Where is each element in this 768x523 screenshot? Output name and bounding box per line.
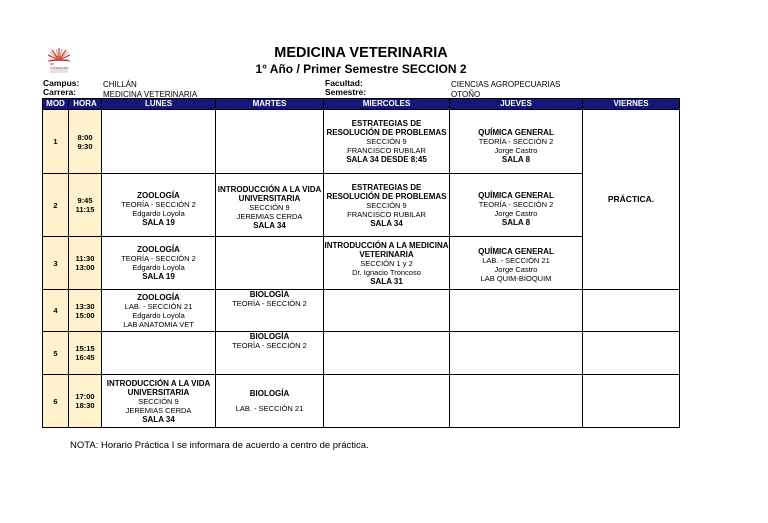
course-name: BIOLOGÍA [249, 389, 290, 398]
course-section: LAB. - SECCIÓN 21 [235, 404, 304, 413]
hora-cell [69, 332, 102, 375]
hora-end: 16:45 [75, 353, 95, 362]
hora-cell [69, 375, 102, 428]
mod-number: 4 [43, 290, 69, 332]
empty-cell [102, 332, 216, 375]
mod-number: 2 [43, 174, 69, 237]
facultad-value: CIENCIAS AGROPECUARIAS [451, 80, 561, 89]
course-section: SECCIÓN 9 [138, 396, 179, 406]
course-section: SECCIÓN 1 y 2 [360, 258, 413, 268]
course-teacher: JEREMIAS CERDA [125, 405, 192, 415]
hora-end: 13:00 [75, 263, 95, 272]
course-name: BIOLOGÍA [249, 290, 290, 299]
course-section: SECCIÓN 9 [366, 200, 407, 210]
course-room: SALA 8 [501, 218, 531, 227]
course-cell [216, 290, 324, 332]
course-section: TEORÍA - SECCIÓN 2 [478, 136, 554, 146]
page-subtitle: 1° Año / Primer Semestre SECCION 2 [255, 62, 467, 76]
empty-cell [324, 290, 450, 332]
table-row [43, 375, 680, 428]
hora-end: 15:00 [75, 310, 95, 320]
course-teacher: Edgardo Loyola [132, 263, 185, 272]
page-title: MEDICINA VETERINARIA [274, 45, 448, 61]
campus-label: Campus: [43, 78, 80, 88]
carrera-value: MEDICINA VETERINARIA [103, 90, 198, 99]
header-martes: MARTES [216, 99, 324, 110]
empty-cell [450, 332, 583, 375]
course-cell [324, 174, 450, 237]
course-cell [324, 237, 450, 290]
hora-end: 9:30 [77, 141, 93, 151]
hora-cell [69, 174, 102, 237]
semestre-value: OTOÑO [451, 90, 481, 99]
course-room: LAB QUIM-BIOQUIM [480, 273, 552, 283]
empty-cell [450, 375, 583, 428]
header-viernes: VIERNES [583, 99, 680, 110]
table-row [43, 110, 680, 174]
course-cell [216, 375, 324, 428]
table-row [43, 332, 680, 375]
hora-cell [69, 290, 102, 332]
course-teacher: FRANCISCO RUBILAR [347, 209, 426, 219]
hora-start: 15:15 [75, 344, 95, 353]
header-jueves: JUEVES [450, 99, 583, 110]
course-room: SALA 34 [142, 414, 175, 424]
empty-cell [216, 237, 324, 290]
logo-text: Universidad de Concepción [50, 58, 69, 70]
hora-end: 11:15 [75, 205, 95, 214]
course-name: ESTRATEGIAS DE RESOLUCIÓN DE PROBLEMAS [326, 119, 447, 137]
course-name: ZOOLOGÍA [137, 245, 180, 254]
course-section: LAB. - SECCIÓN 21 [124, 301, 193, 311]
course-cell [102, 237, 216, 290]
schedule-table [42, 98, 680, 428]
course-name: ZOOLOGÍA [137, 191, 180, 200]
course-room: SALA 34 [370, 218, 403, 228]
course-teacher: Dr. Ignacio Troncoso [352, 267, 421, 277]
course-cell [102, 290, 216, 332]
course-name: INTRODUCCIÓN A LA MEDICINA VETERINARIA [324, 240, 449, 259]
course-section: SECCIÓN 9 [366, 137, 407, 146]
empty-cell [583, 332, 680, 375]
header-miercoles: MIERCOLES [324, 99, 450, 110]
carrera-label: Carrera: [43, 87, 77, 97]
course-name: INTRODUCCIÓN A LA VIDA UNIVERSITARIA [217, 184, 322, 203]
course-name: ESTRATEGIAS DE RESOLUCIÓN DE PROBLEMAS [326, 182, 447, 201]
course-room: SALA 34 [253, 220, 286, 230]
semestre-label: Semestre: [325, 87, 367, 97]
table-header-row [43, 99, 680, 110]
course-room: LAB ANATOMIA VET [123, 319, 194, 329]
empty-cell [583, 290, 680, 332]
course-teacher: Jorge Castro [494, 145, 538, 155]
course-teacher: Edgardo Loyola [132, 209, 185, 218]
course-section: LAB. - SECCIÓN 21 [482, 255, 550, 265]
hora-end: 18:30 [75, 401, 95, 410]
course-section: TEORÍA - SECCIÓN 2 [232, 341, 307, 350]
header-mod: MOD [43, 99, 69, 110]
course-teacher: Jorge Castro [494, 264, 538, 274]
hora-start: 11:30 [75, 254, 95, 263]
course-teacher: FRANCISCO RUBILAR [347, 146, 426, 155]
facultad-label: Facultad: [325, 78, 363, 88]
empty-cell [583, 375, 680, 428]
course-cell [324, 110, 450, 174]
mod-number: 3 [43, 237, 69, 290]
empty-cell [450, 290, 583, 332]
empty-cell [324, 375, 450, 428]
practica-cell: PRÁCTICA. [583, 110, 680, 290]
course-room: SALA 19 [142, 218, 175, 227]
course-cell [450, 174, 583, 237]
empty-cell [102, 110, 216, 174]
table-row [43, 290, 680, 332]
empty-cell [216, 110, 324, 174]
course-name: QUÍMICA GENERAL [478, 246, 554, 256]
hora-start: 13:30 [75, 301, 95, 311]
hora-start: 8:00 [77, 132, 93, 142]
course-name: ZOOLOGÍA [137, 292, 180, 302]
course-section: TEORÍA - SECCIÓN 2 [478, 200, 554, 209]
course-cell [102, 174, 216, 237]
course-section: TEORÍA - SECCIÓN 2 [121, 254, 196, 263]
course-section: SECCIÓN 9 [249, 202, 290, 212]
empty-cell [324, 332, 450, 375]
course-room: SALA 19 [142, 272, 175, 281]
hora-start: 9:45 [77, 196, 93, 205]
header-hora: HORA [69, 99, 102, 110]
mod-number: 5 [43, 332, 69, 375]
campus-value: CHILLÁN [103, 80, 137, 89]
course-cell [450, 110, 583, 174]
course-name: INTRODUCCIÓN A LA VIDA UNIVERSITARIA [106, 378, 211, 397]
course-name: BIOLOGÍA [249, 332, 290, 341]
course-name: QUÍMICA GENERAL [478, 191, 554, 200]
course-teacher: Jorge Castro [494, 209, 538, 218]
hora-cell [69, 237, 102, 290]
course-teacher: JEREMIAS CERDA [236, 211, 303, 221]
mod-number: 1 [43, 110, 69, 174]
header-lunes: LUNES [102, 99, 216, 110]
course-cell [450, 237, 583, 290]
course-teacher: Edgardo Loyola [132, 310, 185, 320]
hora-start: 17:00 [75, 392, 95, 401]
course-room: SALA 34 DESDE 8:45 [346, 155, 427, 164]
course-cell [216, 332, 324, 375]
hora-cell [69, 110, 102, 174]
footer-note: NOTA: Horario Práctica I se informara de acuerdo a centro de práctica. [70, 440, 369, 451]
course-section: TEORÍA - SECCIÓN 2 [232, 299, 307, 308]
course-name: QUÍMICA GENERAL [478, 127, 554, 137]
course-room: SALA 8 [501, 154, 531, 164]
mod-number: 6 [43, 375, 69, 428]
course-cell [216, 174, 324, 237]
course-cell [102, 375, 216, 428]
course-section: TEORÍA - SECCIÓN 2 [121, 200, 196, 209]
course-room: SALA 31 [370, 276, 403, 286]
